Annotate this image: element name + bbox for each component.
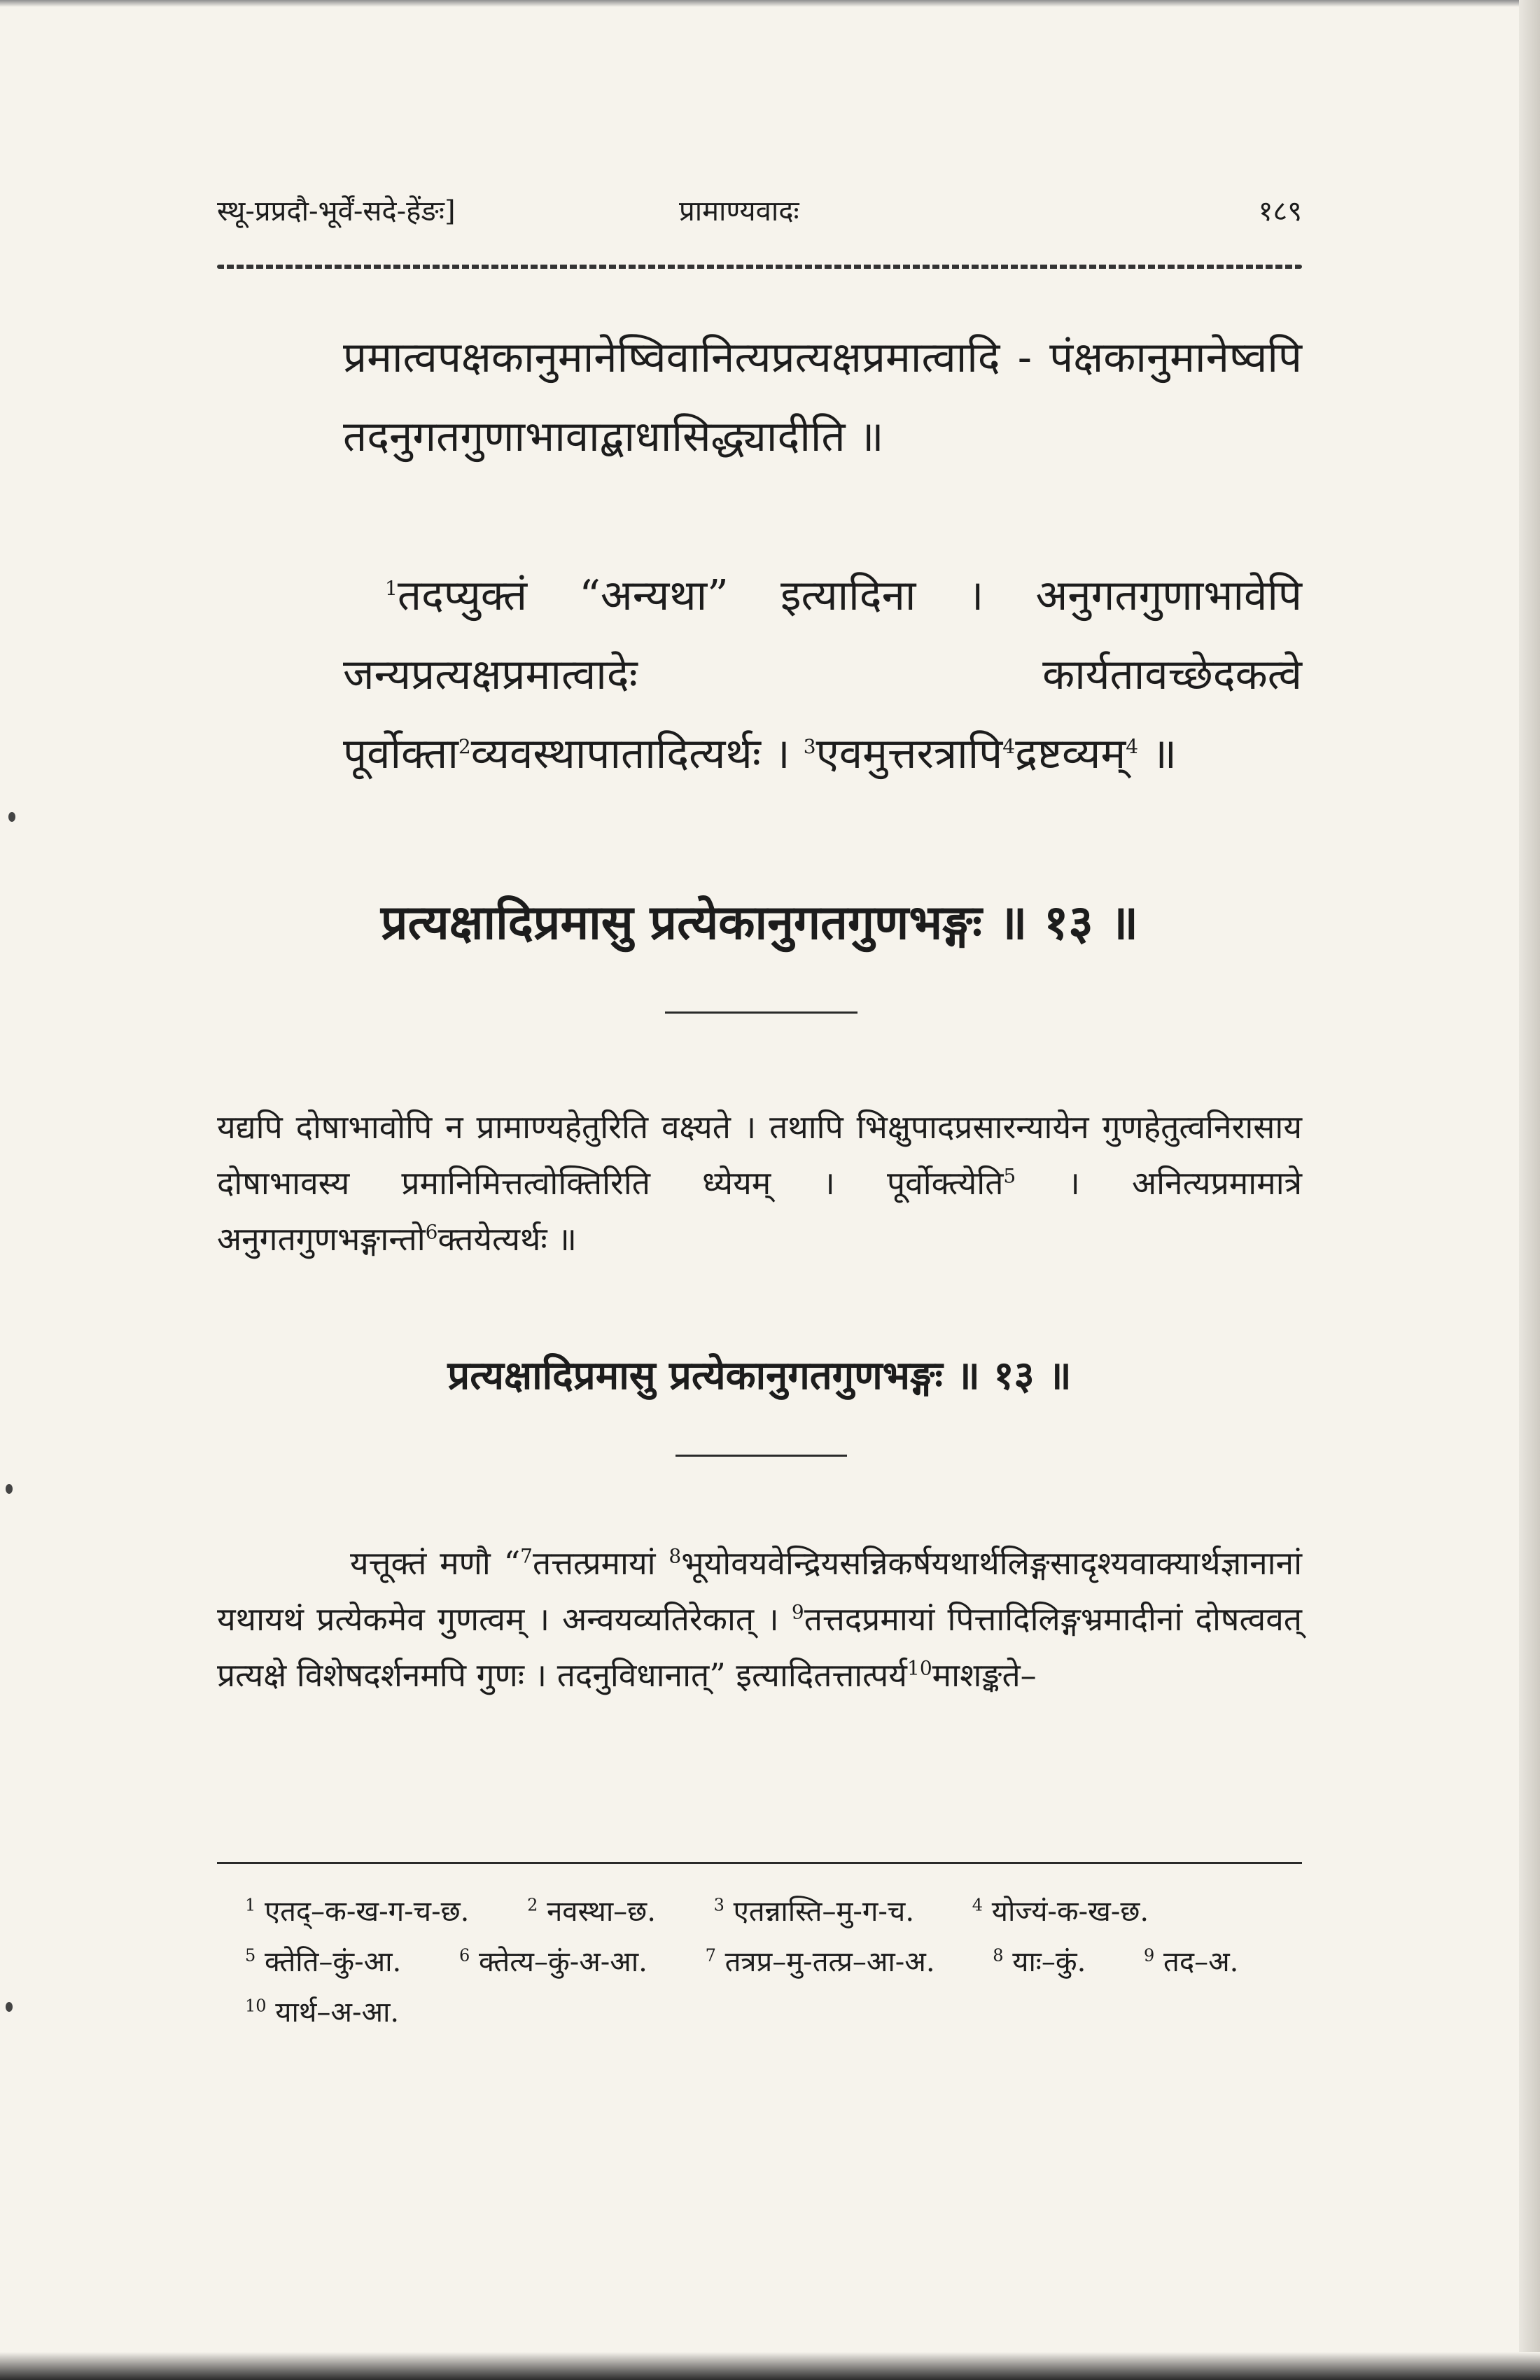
footnote-number: 10	[245, 1996, 267, 2016]
footnote-number: 3	[713, 1895, 724, 1915]
footnote-number: 1	[245, 1895, 256, 1915]
footnote-text: क्तेत्य–कुं-अ-आ.	[478, 1946, 648, 1978]
footnote	[706, 1937, 935, 1987]
text-span: तत्तदप्रमायां पित्तादिलिङ्गभ्रमादीनां दोषत्ववत् प्रत्यक्षे विशेषदर्शनमपि गुणः । तदनुविधानात्” इत्यादितत्तात्पर्य	[217, 1600, 1303, 1694]
footnote-text: योज्यं-क-ख-छ.	[991, 1896, 1149, 1928]
text-block-1: प्रमात्वपक्षकानुमानेष्विवानित्यप्रत्यक्षप्रमात्वादि - पंक्षकानुमानेष्वपि तदनुगतगुणाभावाद्बाधासिद्ध्यादीति ॥	[343, 333, 1302, 461]
footnote	[714, 1886, 914, 1937]
footnote-text: क्तेति–कुं-आ.	[265, 1946, 402, 1978]
text-span: यत्तूक्तं मणौ “	[350, 1544, 521, 1582]
section-rule	[676, 1455, 847, 1457]
text-span: । अनित्यप्रमामात्रे अनुगतगुणभङ्गान्तो	[217, 1164, 1303, 1258]
footnote-text: तत्रप्र–मु-तत्प्र–आ-अ.	[724, 1946, 935, 1978]
footnote-text: एतद्–क-ख-ग-च-छ.	[265, 1896, 470, 1928]
text-span: व्यवस्थापातादित्यर्थः ।	[470, 729, 790, 778]
footnote-rule	[217, 1862, 1302, 1864]
header-section-ref: स्थू-प्रप्रदौ-भूर्वें-सदे-हेंङः]	[217, 195, 456, 227]
footnote-ref: 2	[458, 735, 471, 758]
footnote-ref: 5	[1003, 1164, 1016, 1188]
footnote-ref: 4	[1002, 735, 1016, 758]
page-right-edge	[1519, 0, 1540, 2380]
footnotes	[245, 1886, 1302, 2038]
footnote-number: 2	[527, 1895, 538, 1915]
text-span: यद्यपि दोषाभावोपि न प्रामाण्यहेतुरिति वक्ष्यते । तथापि भिक्षुपादप्रसारन्यायेन गुणहेतुत्वनिरासाय दोषाभावस्य प्रमानिमित्तत्वोक्तिरिति ध्येयम् । पूर्वोक्त्येति	[217, 1108, 1302, 1202]
text-span: तत्तत्प्रमायां	[533, 1544, 656, 1582]
footnote	[993, 1937, 1086, 1987]
footnote-ref: 1	[385, 577, 398, 600]
footnote-text: नवस्था–छ.	[547, 1896, 656, 1928]
page-top-edge	[0, 0, 1540, 7]
footnote	[1144, 1937, 1238, 1987]
margin-mark	[6, 1484, 13, 1494]
margin-mark	[6, 2002, 13, 2012]
footnote-number: 9	[1144, 1945, 1155, 1966]
footnote-text: यार्थ–अ-आ.	[275, 1996, 400, 2029]
section-rule	[665, 1011, 858, 1014]
text-span: माशङ्कते–	[932, 1656, 1037, 1694]
footnote	[245, 1987, 399, 2038]
footnote-ref: 3	[803, 735, 816, 758]
footnote-ref: 10	[907, 1656, 932, 1680]
text-span: ॥	[1152, 729, 1177, 778]
page-bottom-edge	[0, 2352, 1540, 2380]
text-span: तदप्युक्तं “अन्यथा” इत्यादिना । अनुगतगुणाभावेपि जन्यप्रत्यक्षप्रमात्वादेः कार्यतावच्छेदकत्वे पूर्वोक्ता	[343, 571, 1302, 778]
footnote-number: 7	[705, 1945, 716, 1966]
footnote-text: एतन्नास्ति–मु-ग-च.	[733, 1896, 915, 1928]
footnote-text: तद–अ.	[1163, 1946, 1239, 1978]
footnote-text: याः–कुं.	[1012, 1946, 1086, 1978]
footnote-ref: 7	[520, 1544, 533, 1568]
text-block-2	[343, 556, 1302, 794]
footnote-ref: 8	[668, 1544, 682, 1568]
footnote	[459, 1937, 648, 1987]
commentary-paragraph	[217, 1099, 1302, 1267]
header-rule	[217, 265, 1302, 269]
margin-mark	[8, 812, 15, 822]
section-heading-2: प्रत्यक्षादिप्रमासु प्रत्येकानुगतगुणभङ्गः ॥ १३ ॥	[447, 1352, 1072, 1399]
text-span: एवमुत्तरत्रापि	[816, 729, 1003, 778]
header-title: प्रामाण्यवादः	[679, 195, 799, 227]
footnote-number: 6	[458, 1945, 470, 1966]
footnote-ref: 6	[425, 1220, 438, 1244]
text-paragraph	[217, 1535, 1302, 1703]
footnote	[245, 1937, 401, 1987]
footnote	[527, 1886, 656, 1937]
section-heading-1: प्रत्यक्षादिप्रमासु प्रत्येकानुगतगुणभङ्गः ॥ १३ ॥	[380, 895, 1139, 951]
running-header	[217, 190, 1302, 239]
footnote-number: 5	[245, 1945, 256, 1966]
text-span: क्तयेत्यर्थः ॥	[438, 1220, 577, 1258]
footnote-number: 8	[993, 1945, 1004, 1966]
text-span: भूयोवयवेन्द्रियसन्निकर्षयथार्थलिङ्गसादृश्यवाक्यार्थज्ञानानां यथायथं प्रत्येकमेव गुणत्वम् । अन्वयव्यतिरेकात् ।	[217, 1544, 1302, 1638]
page-number: १८९	[1258, 195, 1302, 227]
footnote	[972, 1886, 1149, 1937]
footnote-ref: 9	[791, 1600, 804, 1624]
footnote	[245, 1886, 469, 1937]
footnote-number: 4	[972, 1895, 983, 1915]
text-span: द्रष्टव्यम्	[1015, 729, 1126, 778]
footnote-ref: 4	[1126, 735, 1139, 758]
